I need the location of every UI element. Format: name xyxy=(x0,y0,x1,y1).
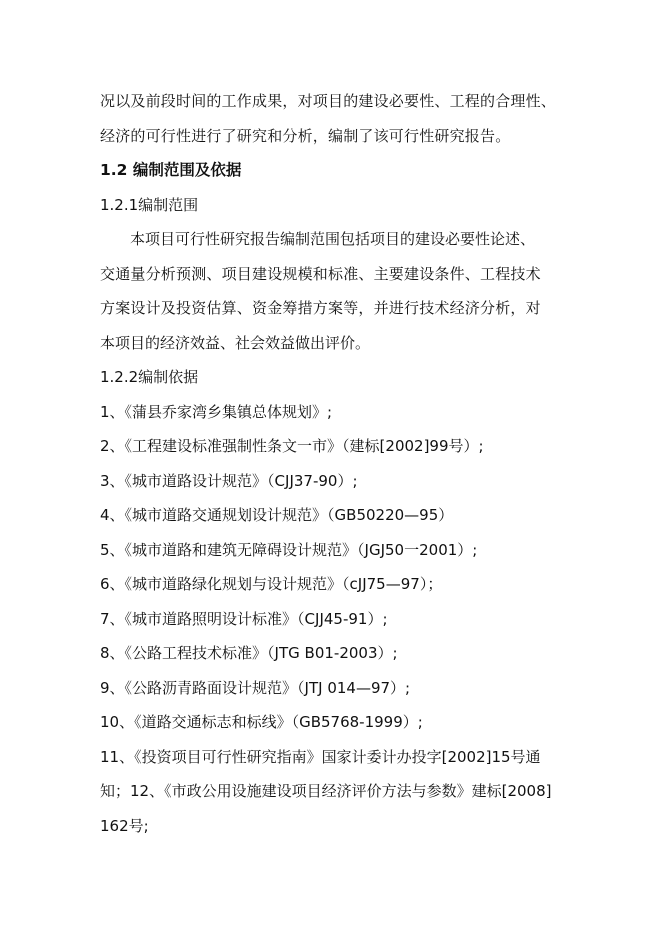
subsection-title-scope: 1.2.1编制范围 xyxy=(100,195,199,214)
basis-list-item: 2、《工程建设标准强制性条文一市》（建标[2002]99号）; xyxy=(100,437,484,455)
basis-list-item: 10、《道路交通标志和标线》（GB5768-1999）; xyxy=(100,713,423,731)
basis-list-item: 3、《城市道路设计规范》（CJJ37-90）; xyxy=(100,471,358,490)
basis-list-item: 5、《城市道路和建筑无障碍设计规范》（JGJ50一2001）; xyxy=(100,540,478,559)
scope-paragraph-line-4: 本项目的经济效益、社会效益做出评价。 xyxy=(100,333,371,352)
scope-paragraph-line-3: 方案设计及投资估算、资金筹措方案等，并进行技术经济分析，对 xyxy=(100,299,541,317)
section-heading: 1.2 编制范围及依据 xyxy=(100,161,242,179)
basis-list-item: 4、《城市道路交通规划设计规范》（GB50220—95） xyxy=(100,506,454,524)
basis-final-line-1: 11、《投资项目可行性研究指南》国家计委计办投字[2002]15号通 xyxy=(100,747,541,766)
basis-list-item: 9、《公路沥青路面设计规范》（JTJ 014—97）; xyxy=(100,678,411,697)
scope-paragraph-line-2: 交通量分析预测、项目建设规模和标准、主要建设条件、工程技术 xyxy=(100,264,541,283)
basis-final-line-3: 162号; xyxy=(100,816,149,835)
basis-final-line-2: 知；12、《市政公用设施建设项目经济评价方法与参数》建标[2008] xyxy=(100,782,552,800)
document-body xyxy=(100,84,562,843)
scope-paragraph-line-1: 本项目可行性研究报告编制范围包括项目的建设必要性论述、 xyxy=(130,230,536,248)
subsection-title-basis: 1.2.2编制依据 xyxy=(100,368,199,386)
basis-list-item: 7、《城市道路照明设计标准》（CJJ45-91）; xyxy=(100,609,388,628)
basis-list-item: 8、《公路工程技术标准》（JTG B01-2003）; xyxy=(100,644,398,662)
basis-list-item: 1、《蒲县乔家湾乡集镇总体规划》; xyxy=(100,402,333,421)
basis-list-item: 6、《城市道路绿化规划与设计规范》（cJJ75—97）； xyxy=(100,575,443,593)
intro-line-2: 经济的可行性进行了研究和分析，编制了该可行性研究报告。 xyxy=(100,126,511,145)
intro-line-1: 况以及前段时间的工作成果，对项目的建设必要性、工程的合理性、 xyxy=(100,92,557,110)
